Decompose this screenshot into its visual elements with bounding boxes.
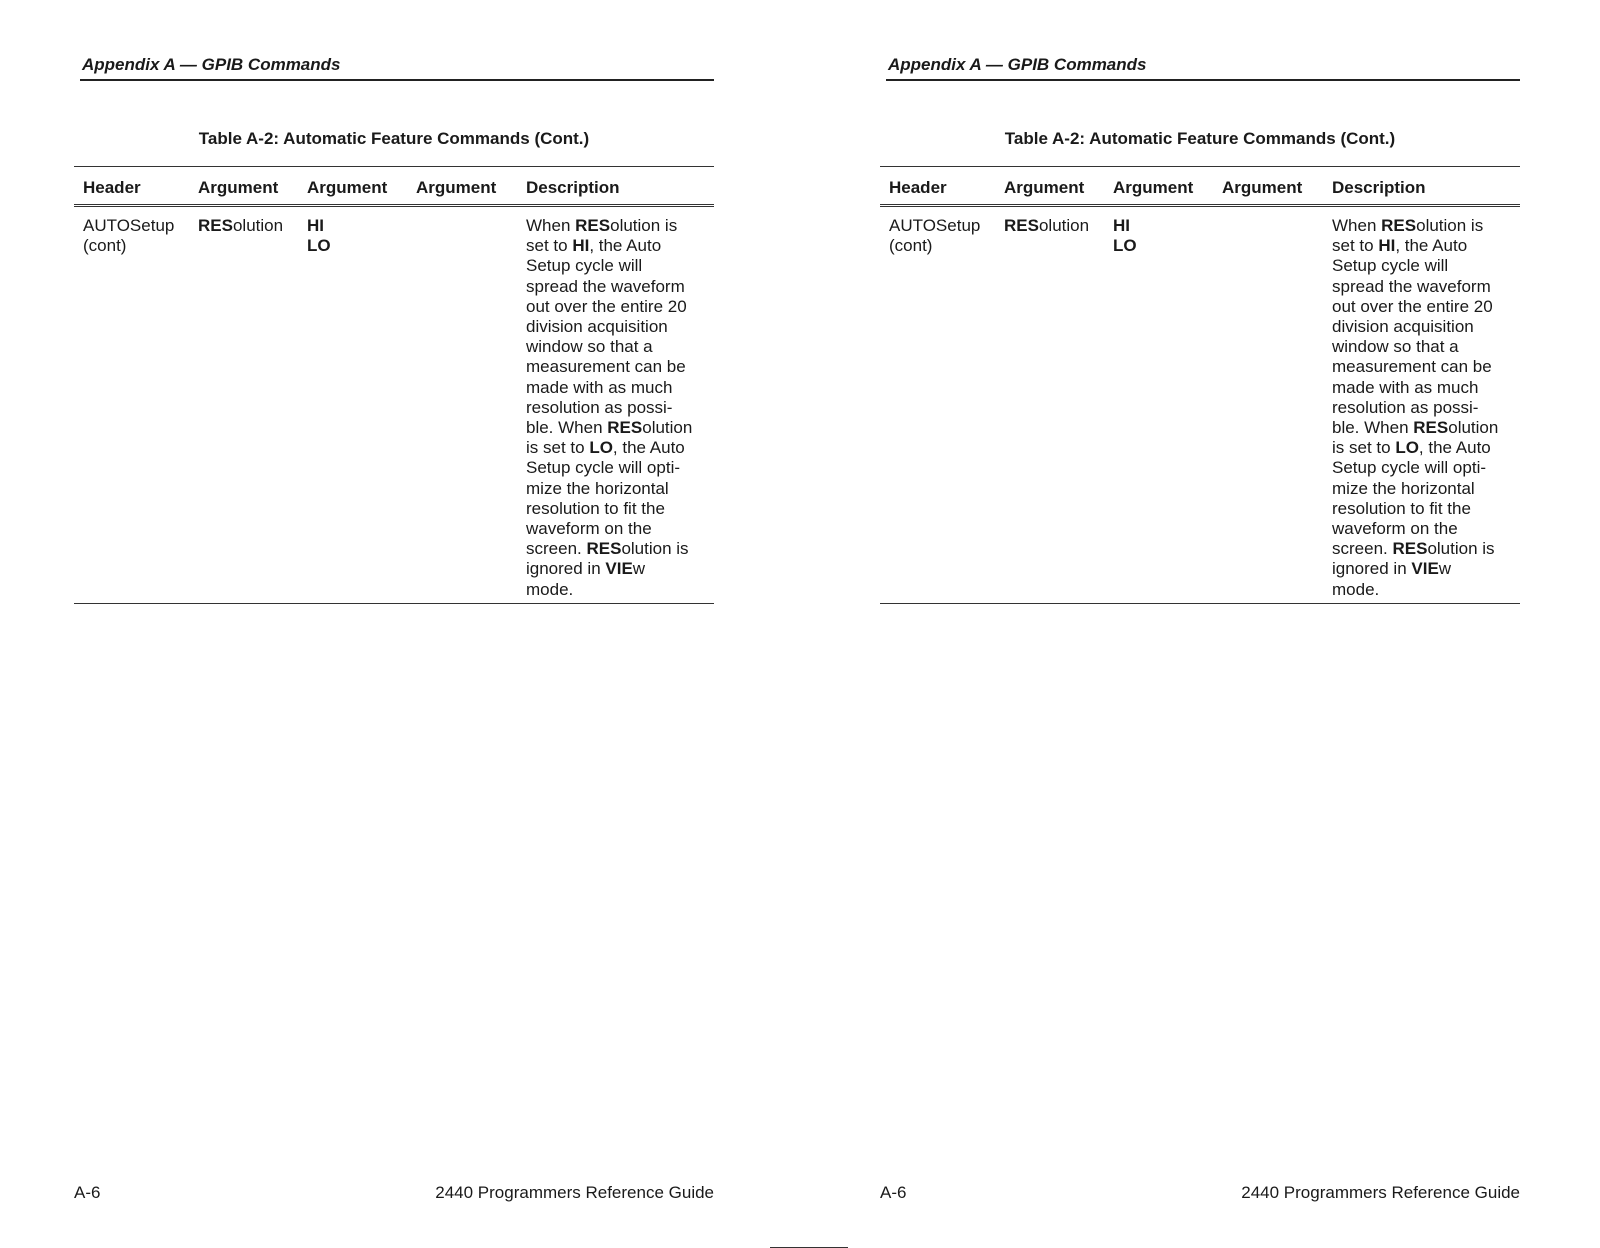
description-line: spread the waveform (1332, 276, 1491, 296)
description-line: screen. RESolution is (526, 539, 689, 559)
argument-1-value: RESolution (198, 216, 284, 235)
description-line: is set to LO, the Auto (1332, 438, 1491, 458)
table-bottom-rule (880, 603, 1520, 604)
table-header-rule (880, 204, 1520, 207)
description-line: spread the waveform (526, 276, 685, 296)
description-line: measurement can be (526, 357, 686, 377)
description-line: mode. (1332, 579, 1380, 599)
description-line: window so that a (1332, 337, 1459, 357)
description-line: Setup cycle will (1332, 256, 1449, 276)
page-number: A-6 (880, 1183, 907, 1202)
cell-description (1332, 216, 1516, 600)
table-caption: Table A-2: Automatic Feature Commands (Cont.) (198, 129, 590, 148)
description-line: set to HI, the Auto (526, 236, 662, 256)
description-line: Setup cycle will opti- (526, 458, 681, 478)
description-line: out over the entire 20 (1332, 296, 1493, 316)
header-rule (80, 79, 714, 81)
description-line: screen. RESolution is (1332, 539, 1495, 559)
description-line: made with as much (1332, 377, 1479, 397)
description-line: division acquisition (1332, 317, 1474, 337)
description-line: ble. When RESolution (526, 418, 693, 438)
cell-description (526, 216, 710, 600)
description-line: resolution to fit the (526, 498, 665, 518)
column-header-argument-3: Argument (416, 178, 497, 197)
guide-title: 2440 Programmers Reference Guide (1241, 1183, 1520, 1202)
description-line: measurement can be (1332, 357, 1492, 377)
description-line: Setup cycle will opti- (1332, 458, 1487, 478)
table-header-rule (74, 204, 714, 207)
cell-header (889, 216, 980, 256)
description-line: ignored in VIEw (526, 559, 646, 579)
description-line: Setup cycle will (526, 256, 643, 276)
cell-argument-1 (198, 216, 283, 236)
page-number: A-6 (74, 1183, 101, 1202)
column-header-argument-2: Argument (307, 178, 388, 197)
command-name: AUTOSetup (889, 216, 981, 235)
column-header-argument-3: Argument (1222, 178, 1303, 197)
command-name: AUTOSetup (83, 216, 175, 235)
left-page (74, 0, 714, 1237)
running-head: Appendix A — GPIB Commands (888, 55, 1147, 74)
table-bottom-rule (74, 603, 714, 604)
table-top-rule (74, 166, 714, 167)
argument-1-value: RESolution (1004, 216, 1090, 235)
argument-2-value-lo: LO (307, 236, 331, 256)
description-line: set to HI, the Auto (1332, 236, 1468, 256)
description-line: waveform on the (526, 519, 652, 539)
description-line: mode. (526, 579, 574, 599)
column-header-argument-2: Argument (1113, 178, 1194, 197)
description-line: waveform on the (1332, 519, 1458, 539)
description-line: division acquisition (526, 317, 668, 337)
column-header-description: Description (526, 178, 620, 197)
guide-title: 2440 Programmers Reference Guide (435, 1183, 714, 1202)
description-line: mize the horizontal (526, 478, 669, 498)
description-line: out over the entire 20 (526, 296, 687, 316)
right-page (880, 0, 1520, 1237)
description-line: When RESolution is (1332, 216, 1484, 235)
header-rule (886, 79, 1520, 81)
description-line: ble. When RESolution (1332, 418, 1499, 438)
command-note: (cont) (889, 236, 933, 256)
argument-2-value-lo: LO (1113, 236, 1137, 256)
column-header-header: Header (83, 178, 141, 197)
table-caption: Table A-2: Automatic Feature Commands (Cont.) (1004, 129, 1396, 148)
column-header-argument-1: Argument (1004, 178, 1085, 197)
command-note: (cont) (83, 236, 127, 256)
description-line: When RESolution is (526, 216, 678, 235)
column-header-argument-1: Argument (198, 178, 279, 197)
argument-2-value-hi: HI (307, 216, 324, 235)
description-line: ignored in VIEw (1332, 559, 1452, 579)
cell-header (83, 216, 174, 256)
cell-argument-2 (307, 216, 331, 256)
description-line: made with as much (526, 377, 673, 397)
cell-argument-2 (1113, 216, 1137, 256)
description-line: is set to LO, the Auto (526, 438, 685, 458)
description-line: mize the horizontal (1332, 478, 1475, 498)
running-head: Appendix A — GPIB Commands (82, 55, 341, 74)
description-line: window so that a (526, 337, 653, 357)
argument-2-value-hi: HI (1113, 216, 1130, 235)
cell-argument-1 (1004, 216, 1089, 236)
column-header-header: Header (889, 178, 947, 197)
description-line: resolution as possi- (526, 397, 673, 417)
table-top-rule (880, 166, 1520, 167)
column-header-description: Description (1332, 178, 1426, 197)
description-line: resolution as possi- (1332, 397, 1479, 417)
description-line: resolution to fit the (1332, 498, 1471, 518)
